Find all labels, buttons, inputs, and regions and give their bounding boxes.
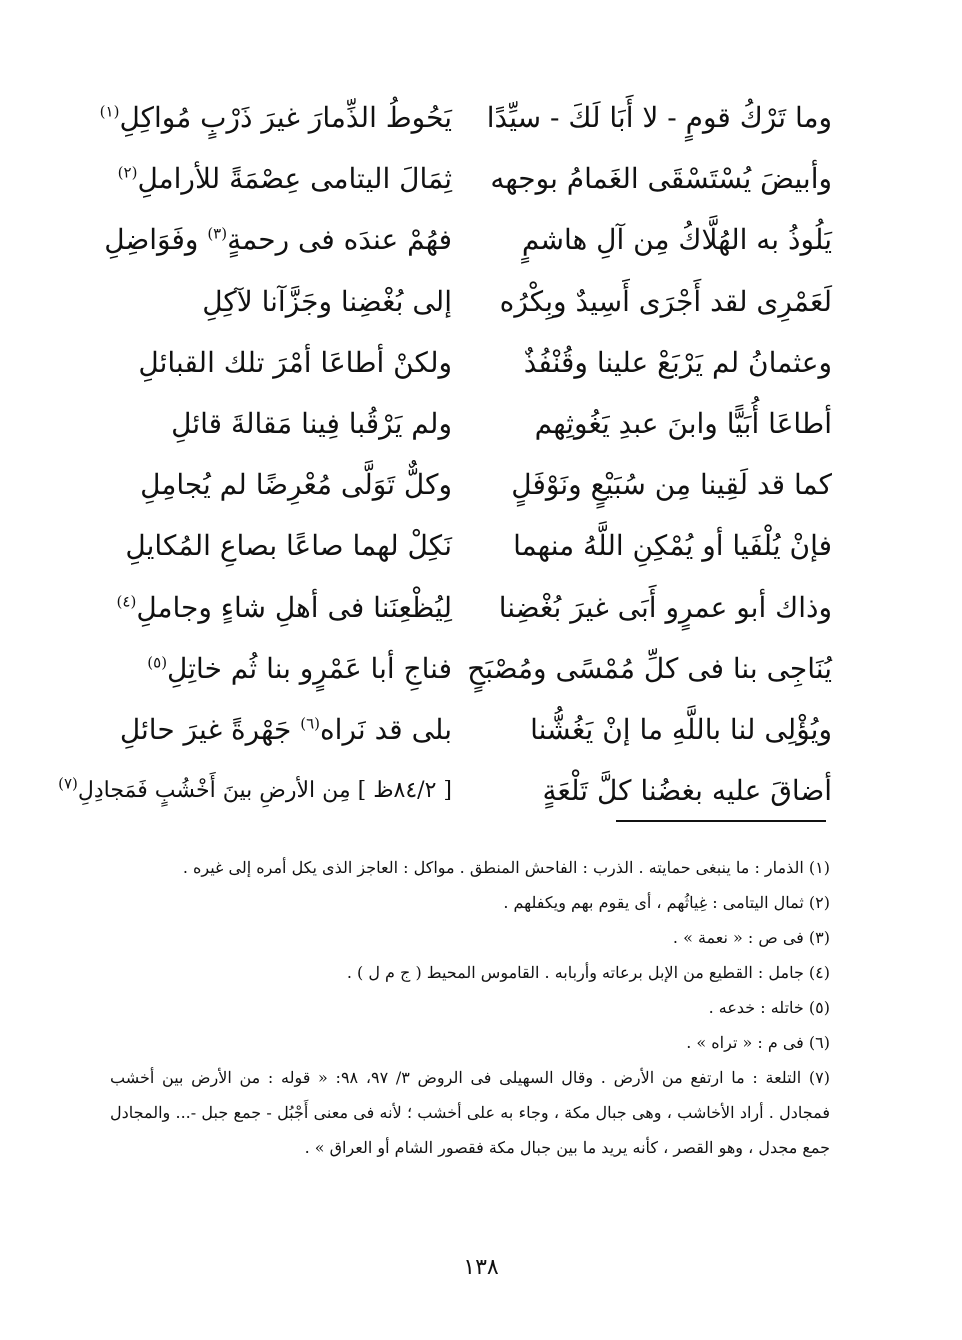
- footnote: (٤) جامل : القطيع من الإبل برعاته وأربابه . القاموس المحيط ( ج م ل ) .: [346, 963, 830, 982]
- footnote: (٧) التلعة : ما ارتفع من الأرض . وقال السهيلى فى الروض ٣/ ٩٧، ٩٨: « قوله : من الأرض بين أخشب فمجادل . أراد الأخاشب ، وهى جبال مكة ، وجاء به على أخشب ؛ لأنه فى معنى أَجْبُل - جمع جبل -... والمجادل جمع مجدل ، وهو القصر ، كأنه يريد ما بين جبال مكة فقصور الشام أو العراق » .: [110, 1068, 831, 1157]
- footnote-ref: (١): [99, 102, 120, 121]
- footnotes: [110, 850, 830, 1165]
- verse-line: [112, 639, 832, 700]
- second-hemistich: ولم يَرْقُبا فِينا مَقالةَ قائلِ: [171, 406, 452, 440]
- footnote: (٥) خاتله : خدعه .: [708, 998, 830, 1017]
- first-hemistich: يُنَاجِى بنا فى كلِّ مُمْسًى ومُصْبَحٍ: [467, 651, 832, 685]
- footnote-ref: (٧): [58, 774, 78, 793]
- footnote-ref: (٥): [147, 653, 168, 672]
- first-hemistich: أطاعَا أُبَيًّا وابنَ عبدِ يَغُوثِهم: [534, 406, 832, 440]
- second-hemistich: يَحُوطُ الذِّمارَ غيرَ ذَرْبٍ مُواكِلِ$^{(١)}$: [99, 101, 452, 134]
- footnote: (٦) فى م : « تراه » .: [686, 1033, 830, 1052]
- first-hemistich: فإنْ يُلْفَيا أو يُمْكِنِ اللَّهُ منهما: [513, 529, 832, 563]
- first-hemistich: يَلُوذُ به الهُلَّاكُ مِن آلِ هاشمٍ: [521, 223, 832, 257]
- second-hemistich: فهُمْ عندَه فى رحمةٍ$^{(٣)}$ وفَوَاضِلِ: [104, 223, 452, 257]
- first-hemistich: وذاك أبو عمرٍو أَبَى غيرَ بُغْضِنا: [498, 590, 832, 624]
- second-hemistich: نَكِلْ لهما صاعًا بصاعِ المُكايلِ: [125, 529, 452, 563]
- verse-line: [112, 455, 832, 516]
- verse-line: [112, 272, 832, 333]
- second-hemistich: فناجِ أبا عَمْرٍو بنا ثُم خاتِلِ$^{(٥)}$: [147, 651, 452, 685]
- first-hemistich: وما تَرْكُ قومٍ - لا أَبَا لَكَ - سيِّدًا: [486, 101, 832, 134]
- footnote-separator: [616, 820, 826, 822]
- footnote: (٢) ثمال اليتامى : غِياثُهم ، أى يقوم بهم ويكفلهم .: [503, 893, 830, 912]
- second-hemistich: ثِمَالَ اليتامى عِصْمَةً للأراملِ$^{(٢)}$: [117, 162, 452, 196]
- second-hemistich: بلى قد نَراه$^{(٦)}$ جَهْرةً غيرَ حائلِ: [119, 712, 452, 746]
- footnote-ref: (٦): [300, 714, 321, 733]
- footnote-ref: (٤): [116, 592, 137, 611]
- second-hemistich: إلى بُغْضِنا وجَزَّآنا لآكِلِ: [202, 284, 452, 318]
- second-hemistich: لِيُظْعِنَنا فى أهلِ شاءٍ وجاملِ$^{(٤)}$: [116, 590, 452, 624]
- first-hemistich: كما قد لَقِينا مِن سُبَيْعٍ ونَوْفَلٍ: [511, 468, 832, 502]
- first-hemistich: أضاقَ عليه بغضُنا كلَّ تَلْعَةٍ: [542, 774, 832, 808]
- verse-line: [58, 761, 832, 822]
- verse-line: [112, 578, 832, 639]
- footnote: (١) الذمار : ما ينبغى حمايته . الذرب : الفاحش المنطق . مواكل : العاجز الذى يكل أمره إلى غيره .: [182, 858, 830, 877]
- second-hemistich: وكلٌّ تَوَلَّى مُعْرِضًا لم يُجامِلِ: [140, 468, 452, 502]
- first-hemistich: لَعَمْرِى لقد أَجْرَى أَسِيدٌ وبِكْرُه: [499, 284, 832, 318]
- footnote-ref: (٣): [207, 225, 228, 244]
- verse-line: [112, 516, 832, 577]
- verse-line: [112, 700, 832, 761]
- first-hemistich: وعثمانُ لم يَرْبَعْ علينا وقُنْفُذٌ: [523, 345, 832, 379]
- footnote: (٣) فى ص : « نعمة » .: [672, 928, 830, 947]
- verse-line: [99, 88, 832, 149]
- verse-line: [112, 394, 832, 455]
- verse-line: [112, 149, 832, 210]
- first-hemistich: وأبيضَ يُسْتَسْقَى الغَمامُ بوجهه: [490, 162, 832, 196]
- footnote-ref: (٢): [117, 163, 138, 182]
- verse-line: [112, 333, 832, 394]
- poem: [58, 88, 832, 822]
- second-hemistich: ولكنْ أطاعَا أمْرَ تلك القبائلِ: [138, 345, 452, 379]
- page-number: ١٣٨: [463, 1255, 499, 1280]
- second-hemistich: [ ٨٤/٢ظ ] مِن الأرضِ بينَ أَخْشُبٍ فَمَجادِلِ$^{(٧)}$: [58, 774, 452, 804]
- first-hemistich: ويُؤْلِى لنا باللَّهِ ما إنْ يَغُشُّنا: [530, 712, 832, 746]
- verse-line: [104, 210, 832, 271]
